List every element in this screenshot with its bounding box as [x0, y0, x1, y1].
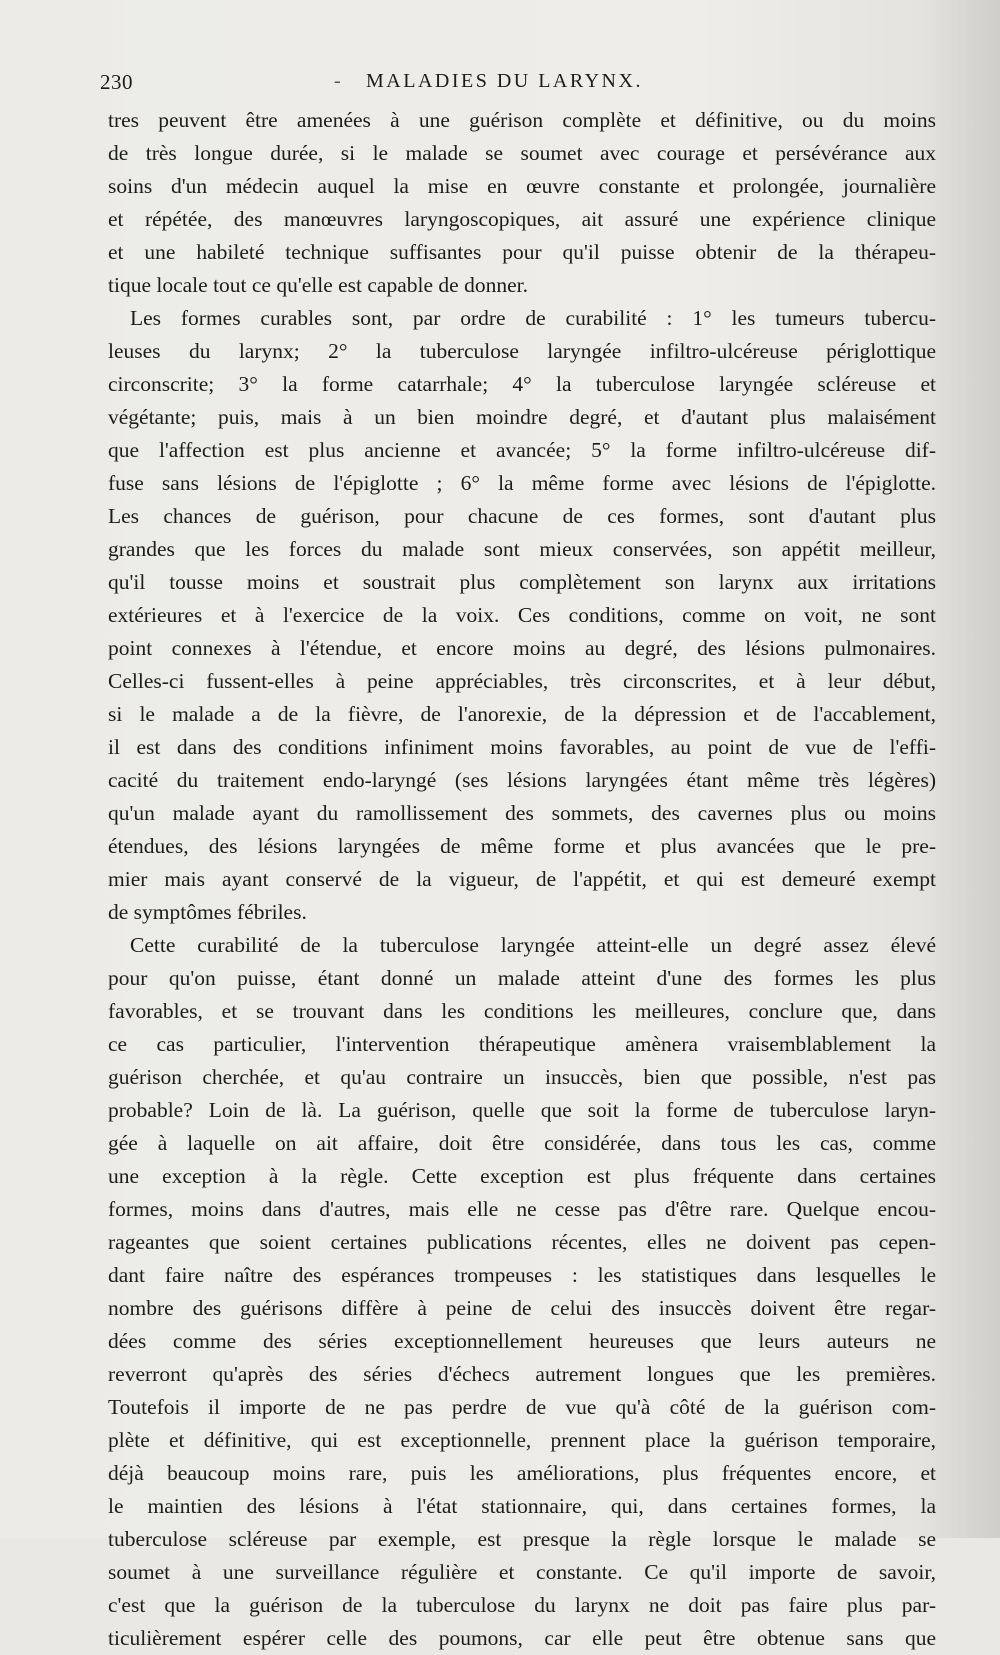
text-line: formes, moins dans d'autres, mais elle ne cesse pas d'être rare. Quelque encou-	[108, 1197, 936, 1221]
text-line: si le malade a de la fièvre, de l'anorexie, de la dépression et de l'accablement,	[108, 702, 936, 726]
text-line: Cette curabilité de la tuberculose laryngée atteint-elle un degré assez élevé	[130, 933, 936, 957]
text-line: ce cas particulier, l'intervention thérapeutique amènera vraisemblablement la	[108, 1032, 936, 1056]
text-line: pour qu'on puisse, étant donné un malade atteint d'une des formes les plus	[108, 966, 936, 990]
text-line: Les formes curables sont, par ordre de curabilité : 1° les tumeurs tubercu-	[130, 306, 936, 330]
text-line: il est dans des conditions infiniment moins favorables, au point de vue de l'effi-	[108, 735, 936, 759]
text-line: déjà beaucoup moins rare, puis les améliorations, plus fréquentes encore, et	[108, 1461, 936, 1485]
text-line: reverront qu'après des séries d'échecs autrement longues que les premières.	[108, 1362, 936, 1386]
text-line: gée à laquelle on ait affaire, doit être considérée, dans tous les cas, comme	[108, 1131, 936, 1155]
text-line: ticulièrement espérer celle des poumons, car elle peut être obtenue sans que	[108, 1626, 936, 1650]
text-line: étendues, des lésions laryngées de même forme et plus avancées que le pre-	[108, 834, 936, 858]
text-line: extérieures et à l'exercice de la voix. Ces conditions, comme on voit, ne sont	[108, 603, 936, 627]
text-line: plète et définitive, qui est exceptionnelle, prennent place la guérison temporaire,	[108, 1428, 936, 1452]
text-line: tres peuvent être amenées à une guérison complète et définitive, ou du moins	[108, 108, 936, 132]
text-line: et une habileté technique suffisantes pour qu'il puisse obtenir de la thérapeu-	[108, 240, 936, 264]
text-line: Les chances de guérison, pour chacune de ces formes, sont d'autant plus	[108, 504, 936, 528]
text-line: grandes que les forces du malade sont mieux conservées, son appétit meilleur,	[108, 537, 936, 561]
text-line: le maintien des lésions à l'état stationnaire, qui, dans certaines formes, la	[108, 1494, 936, 1518]
text-line: et répétée, des manœuvres laryngoscopiques, ait assuré une expérience clinique	[108, 207, 936, 231]
text-line: rageantes que soient certaines publications récentes, elles ne doivent pas cepen-	[108, 1230, 936, 1254]
text-line: favorables, et se trouvant dans les conditions les meilleures, conclure que, dans	[108, 999, 936, 1023]
text-line: tuberculose scléreuse par exemple, est presque la règle lorsque le malade se	[108, 1527, 936, 1551]
text-line: leuses du larynx; 2° la tuberculose laryngée infiltro-ulcéreuse périglottique	[108, 339, 936, 363]
running-head: MALADIES DU LARYNX.	[366, 70, 643, 92]
text-line: c'est que la guérison de la tuberculose du larynx ne doit pas faire plus par-	[108, 1593, 936, 1617]
text-line: guérison cherchée, et qu'au contraire un insuccès, bien que possible, n'est pas	[108, 1065, 936, 1089]
header-dash: -	[334, 70, 341, 92]
text-line: nombre des guérisons diffère à peine de celui des insuccès doivent être regar-	[108, 1296, 936, 1320]
text-line: dant faire naître des espérances trompeuses : les statistiques dans lesquelles le	[108, 1263, 936, 1287]
text-line: de symptômes fébriles.	[108, 900, 307, 924]
text-line: Celles-ci fussent-elles à peine appréciables, très circonscrites, et à leur début,	[108, 669, 936, 693]
text-line: une exception à la règle. Cette exception est plus fréquente dans certaines	[108, 1164, 936, 1188]
text-line: soumet à une surveillance régulière et constante. Ce qu'il importe de savoir,	[108, 1560, 936, 1584]
text-line: circonscrite; 3° la forme catarrhale; 4° la tuberculose laryngée scléreuse et	[108, 372, 936, 396]
text-line: mier mais ayant conservé de la vigueur, de l'appétit, et qui est demeuré exempt	[108, 867, 936, 891]
text-line: soins d'un médecin auquel la mise en œuvre constante et prolongée, journalière	[108, 174, 936, 198]
text-line: cacité du traitement endo-laryngé (ses lésions laryngées étant même très légères)	[108, 768, 936, 792]
text-line: qu'il tousse moins et soustrait plus complètement son larynx aux irritations	[108, 570, 936, 594]
text-line: dées comme des séries exceptionnellement heureuses que leurs auteurs ne	[108, 1329, 936, 1353]
page-header	[96, 62, 936, 102]
text-line: qu'un malade ayant du ramollissement des sommets, des cavernes plus ou moins	[108, 801, 936, 825]
text-line: que l'affection est plus ancienne et avancée; 5° la forme infiltro-ulcéreuse dif-	[108, 438, 936, 462]
text-line: tique locale tout ce qu'elle est capable de donner.	[108, 273, 528, 297]
body-text	[108, 104, 936, 1655]
text-line: point connexes à l'étendue, et encore moins au degré, des lésions pulmonaires.	[108, 636, 936, 660]
text-line: probable? Loin de là. La guérison, quelle que soit la forme de tuberculose laryn-	[108, 1098, 936, 1122]
text-line: Toutefois il importe de ne pas perdre de vue qu'à côté de la guérison com-	[108, 1395, 936, 1419]
text-line: végétante; puis, mais à un bien moindre degré, et d'autant plus malaisément	[108, 405, 936, 429]
text-line: de très longue durée, si le malade se soumet avec courage et persévérance aux	[108, 141, 936, 165]
text-line: fuse sans lésions de l'épiglotte ; 6° la même forme avec lésions de l'épiglotte.	[108, 471, 936, 495]
page-number: 230	[100, 70, 133, 94]
